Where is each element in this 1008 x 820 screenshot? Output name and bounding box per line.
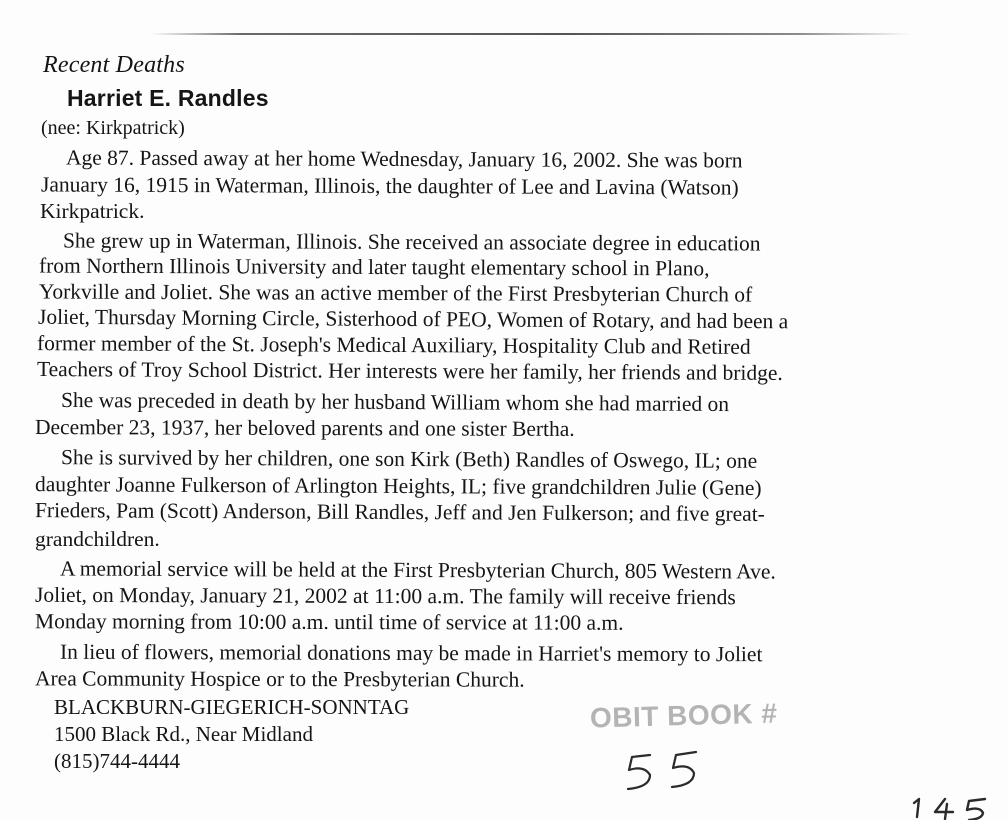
deceased-name: Harriet E. Randles — [67, 85, 269, 111]
obit-book-stamp: OBIT BOOK # — [589, 697, 778, 734]
body-line: She grew up in Waterman, Illinois. She received an associate degree in education — [62, 228, 761, 256]
body-line: from Northern Illinois University and later taught elementary school in Plano, — [38, 253, 710, 281]
body-line: Frieders, Pam (Scott) Anderson, Bill Randles, Jeff and Jen Fulkerson; and five great- — [34, 498, 765, 526]
body-line: Area Community Hospice or to the Presbyterian Church. — [34, 666, 525, 692]
body-line: Monday morning from 10:00 a.m. until time of service at 11:00 a.m. — [34, 609, 624, 635]
handwritten-page-number — [905, 795, 1008, 820]
body-line: December 23, 1937, her beloved parents and one sister Bertha. — [34, 415, 575, 441]
maiden-name: (nee: Kirkpatrick) — [41, 117, 185, 139]
handwritten-book-number — [620, 745, 730, 800]
handwritten-145-glyphs — [914, 799, 985, 820]
funeral-home-address: 1500 Black Rd., Near Midland — [54, 722, 313, 746]
body-line: She was preceded in death by her husband William whom she had married on — [60, 387, 730, 417]
body-line: In lieu of flowers, memorial donations may be made in Harriet's memory to Joliet — [59, 639, 763, 667]
body-line: Age 87. Passed away at her home Wednesday, January 16, 2002. She was born — [65, 145, 743, 173]
body-line: former member of the St. Joseph's Medical Auxiliary, Hospitality Club and Retired — [36, 331, 751, 359]
section-heading: Recent Deaths — [43, 52, 185, 78]
body-line: Kirkpatrick. — [40, 199, 145, 223]
body-line: grandchildren. — [35, 527, 160, 551]
body-line: Yorkville and Joliet. She was an active member of the First Presbyterian Church of — [38, 279, 753, 307]
body-line: A memorial service will be held at the First Presbyterian Church, 805 Western Ave. — [59, 556, 776, 584]
funeral-home-phone: (815)744-4444 — [54, 749, 180, 773]
body-line: Teachers of Troy School District. Her interests were her family, her friends and bridge. — [36, 357, 783, 385]
handwritten-55-glyphs — [628, 752, 696, 789]
body-line: January 16, 1915 in Waterman, Illinois, the daughter of Lee and Lavina (Watson) — [40, 172, 739, 200]
body-line: She is survived by her children, one son Kirk (Beth) Randles of Oswego, IL; one — [60, 445, 758, 473]
body-line: Joliet, Thursday Morning Circle, Sisterhood of PEO, Women of Rotary, and had been a — [37, 304, 789, 334]
funeral-home-name: BLACKBURN-GIEGERICH-SONNTAG — [54, 695, 410, 719]
top-rule — [150, 33, 910, 35]
body-line: Joliet, on Monday, January 21, 2002 at 11:00 a.m. The family will receive friends — [34, 582, 736, 610]
body-line: daughter Joanne Fulkerson of Arlington Heights, IL; five grandchildren Julie (Gene) — [34, 472, 762, 500]
